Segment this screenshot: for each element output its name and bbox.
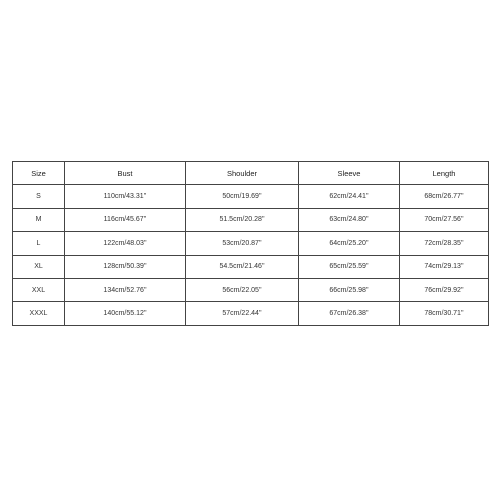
cell-bust: 140cm/55.12'' xyxy=(65,302,186,325)
header-length: Length xyxy=(400,162,489,185)
table-row xyxy=(13,302,489,325)
cell-shoulder: 54.5cm/21.46'' xyxy=(186,255,299,278)
cell-size: M xyxy=(13,208,65,231)
cell-sleeve: 63cm/24.80'' xyxy=(299,208,400,231)
cell-size: L xyxy=(13,232,65,255)
table-header-row xyxy=(13,162,489,185)
cell-bust: 110cm/43.31'' xyxy=(65,185,186,208)
header-sleeve: Sleeve xyxy=(299,162,400,185)
table-row xyxy=(13,255,489,278)
cell-size: XXL xyxy=(13,278,65,301)
header-bust: Bust xyxy=(65,162,186,185)
cell-shoulder: 51.5cm/20.28'' xyxy=(186,208,299,231)
cell-bust: 128cm/50.39'' xyxy=(65,255,186,278)
cell-sleeve: 64cm/25.20'' xyxy=(299,232,400,255)
cell-length: 78cm/30.71'' xyxy=(400,302,489,325)
cell-bust: 116cm/45.67'' xyxy=(65,208,186,231)
cell-bust: 122cm/48.03'' xyxy=(65,232,186,255)
cell-size: XL xyxy=(13,255,65,278)
table-row xyxy=(13,278,489,301)
cell-length: 68cm/26.77'' xyxy=(400,185,489,208)
table-row xyxy=(13,232,489,255)
cell-shoulder: 53cm/20.87'' xyxy=(186,232,299,255)
cell-length: 70cm/27.56'' xyxy=(400,208,489,231)
cell-length: 72cm/28.35'' xyxy=(400,232,489,255)
cell-sleeve: 66cm/25.98'' xyxy=(299,278,400,301)
header-size: Size xyxy=(13,162,65,185)
cell-length: 74cm/29.13'' xyxy=(400,255,489,278)
cell-bust: 134cm/52.76'' xyxy=(65,278,186,301)
size-chart-table xyxy=(12,161,489,326)
cell-shoulder: 56cm/22.05'' xyxy=(186,278,299,301)
table-row xyxy=(13,208,489,231)
cell-shoulder: 50cm/19.69'' xyxy=(186,185,299,208)
table-row xyxy=(13,185,489,208)
cell-size: XXXL xyxy=(13,302,65,325)
cell-size: S xyxy=(13,185,65,208)
cell-sleeve: 62cm/24.41'' xyxy=(299,185,400,208)
cell-sleeve: 65cm/25.59'' xyxy=(299,255,400,278)
cell-length: 76cm/29.92'' xyxy=(400,278,489,301)
header-shoulder: Shoulder xyxy=(186,162,299,185)
cell-shoulder: 57cm/22.44'' xyxy=(186,302,299,325)
cell-sleeve: 67cm/26.38'' xyxy=(299,302,400,325)
